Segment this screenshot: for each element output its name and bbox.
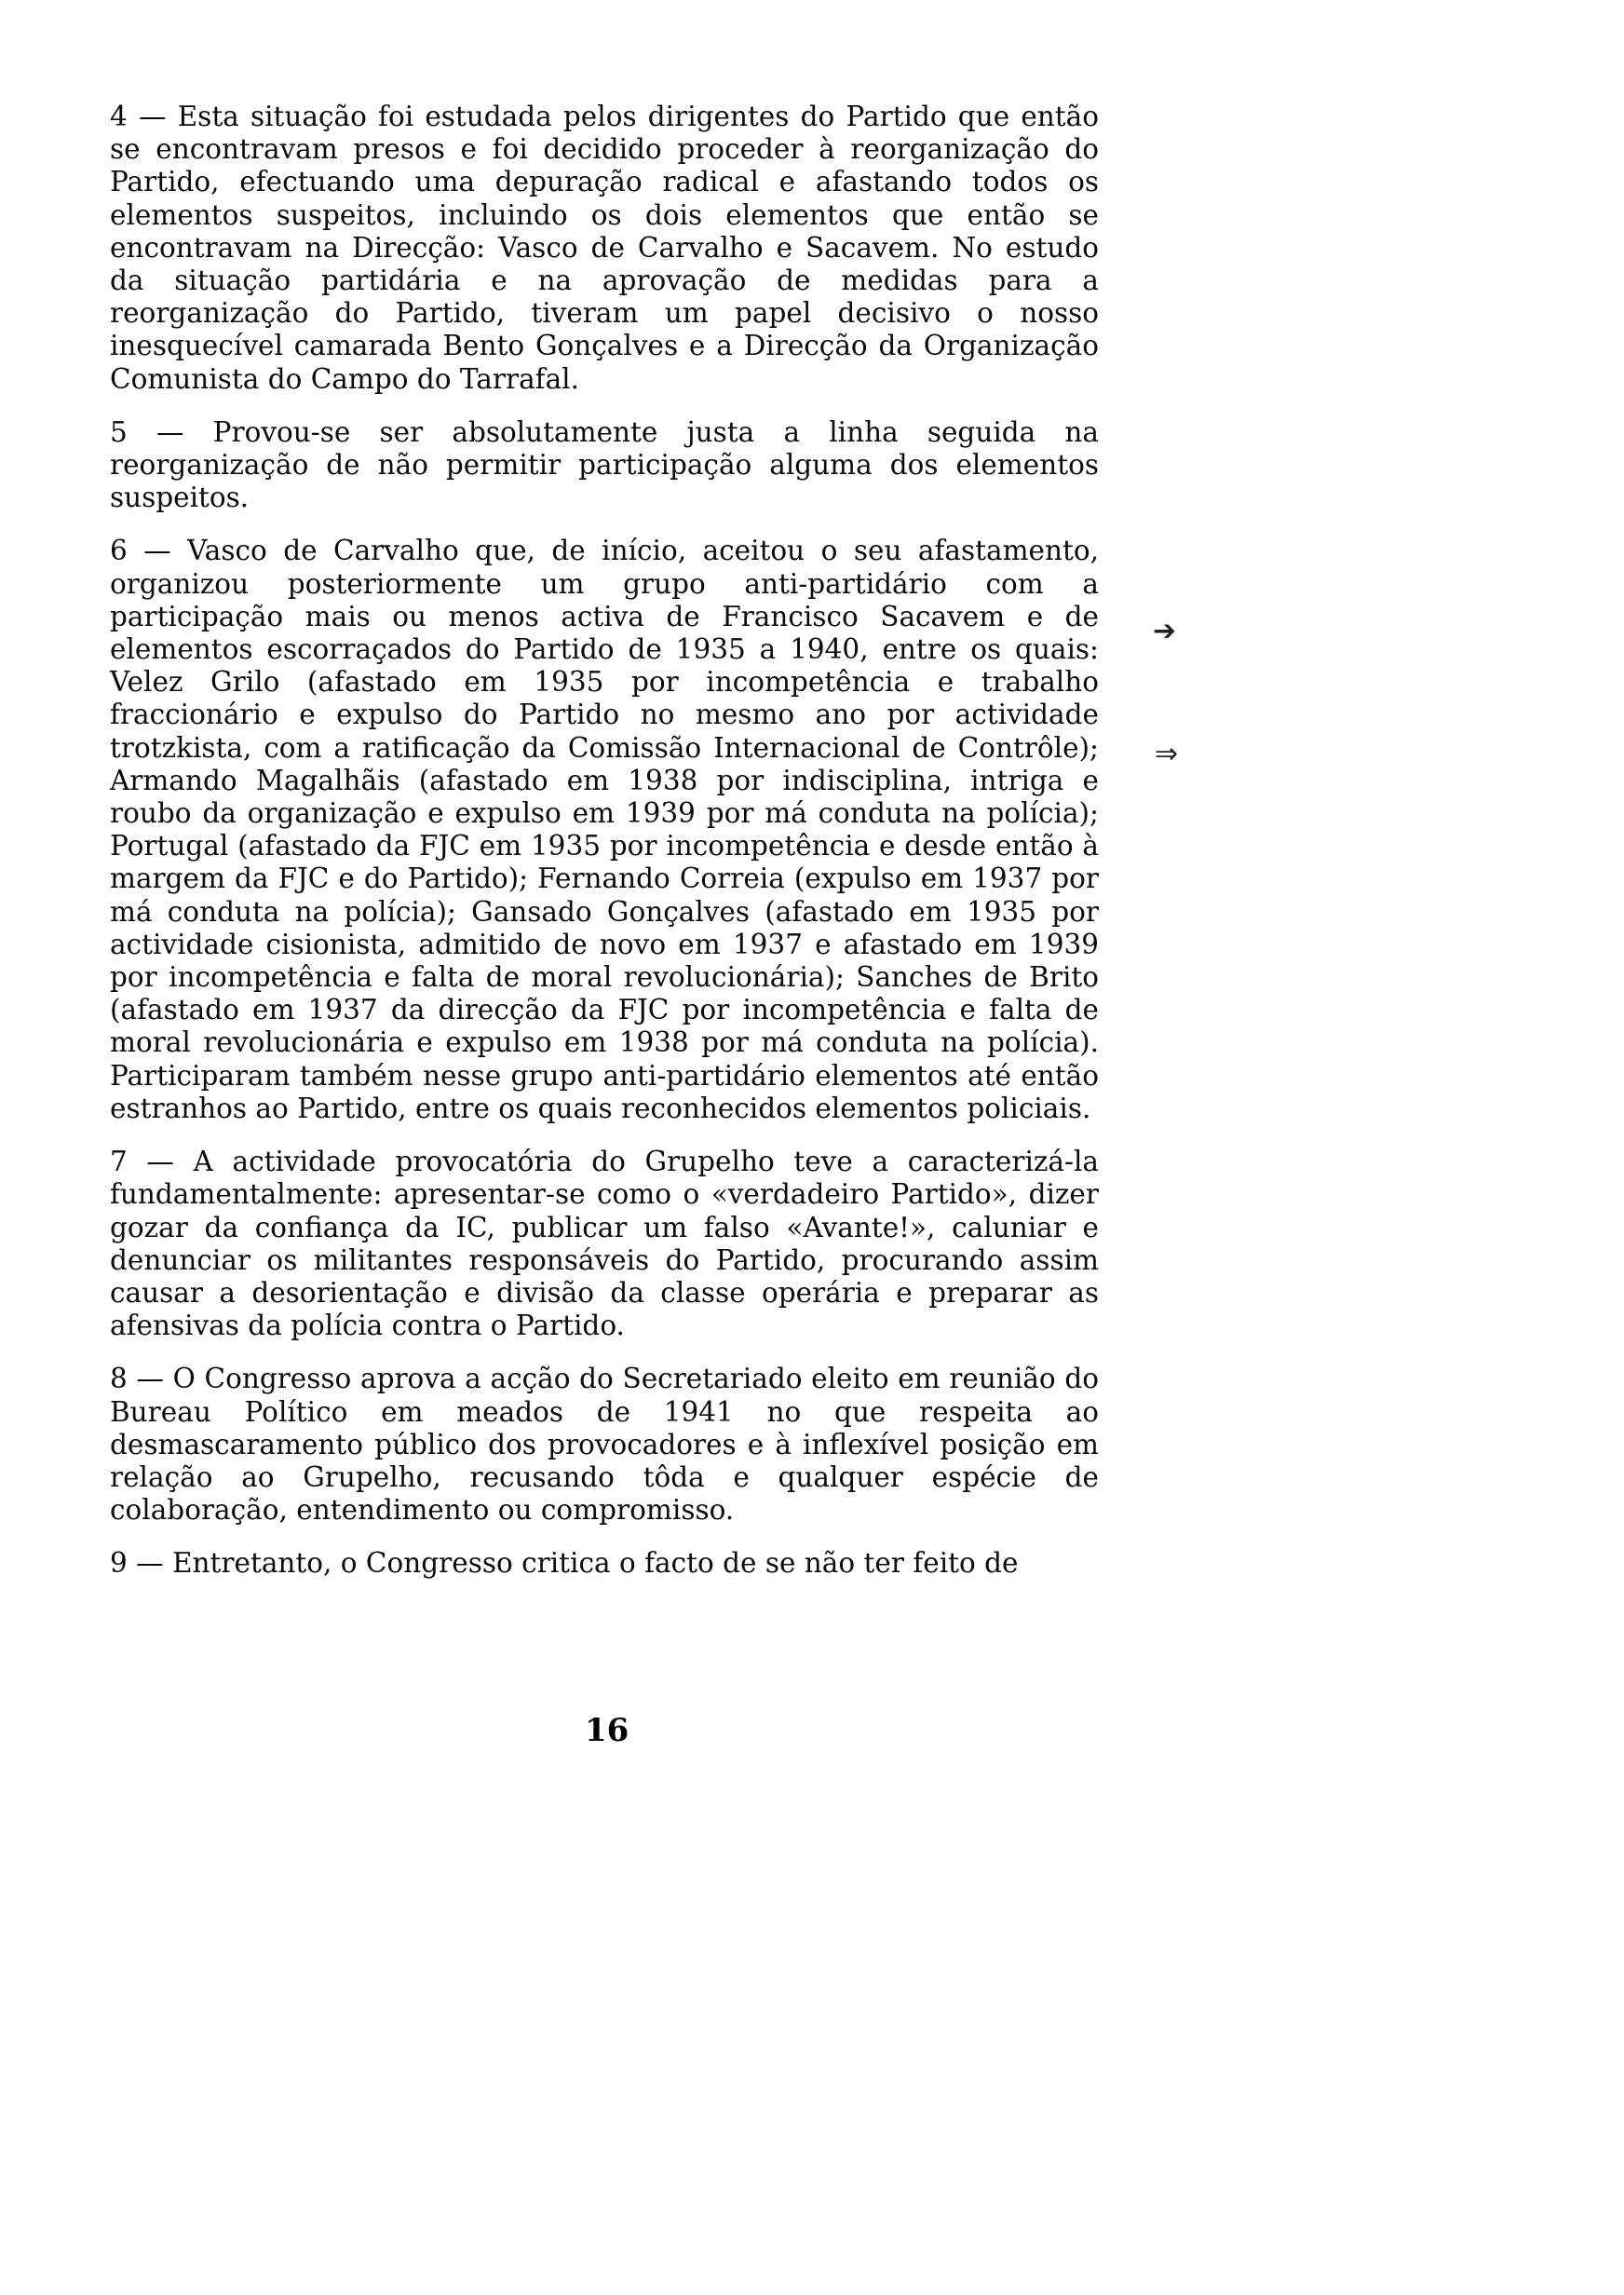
paragraph-5: 5 — Provou-se ser absolutamente justa a linha seguida na reorganização de não permitir participação alguma dos elementos suspeitos.	[110, 415, 1099, 514]
body-text	[110, 101, 1099, 1581]
margin-double-arrow-icon: ⇒	[1155, 738, 1179, 770]
paragraph-7: 7 — A actividade provocatória do Grupelho teve a caracterizá-la fundamentalmente: apresentar-se como o «verdadeiro Partido», dizer gozar da confiança da IC, publicar um falso «Avante!», caluniar e denunciar os militantes responsáveis do Partido, procurando assim causar a desorientação e divisão da classe operária e preparar as afensivas da polícia contra o Partido.	[110, 1146, 1099, 1342]
paragraph-8: 8 — O Congresso aprova a acção do Secretariado eleito em reunião do Bureau Político em meados de 1941 no que respeita ao desmascaramento público dos provocadores e à inflexível posição em relação ao Grupelho, recusando tôda e qualquer espécie de colaboração, entendimento ou compromisso.	[110, 1363, 1099, 1527]
paragraph-9: 9 — Entretanto, o Congresso critica o facto de se não ter feito de	[110, 1547, 1019, 1580]
margin-arrow-icon: ➔	[1153, 615, 1177, 647]
paragraph-6: 6 — Vasco de Carvalho que, de início, aceitou o seu afastamento, organizou posteriormente um grupo anti-partidário com a participação mais ou menos activa de Francisco Sacavem e de elementos escorraçados do Partido de 1935 a 1940, entre os quais: Velez Grilo (afastado em 1935 por incompetência e trabalho fraccionário e expulso do Partido no mesmo ano por actividade trotzkista, com a ratificação da Comissão Internacional de Contrôle); Armando Magalhãis (afastado em 1938 por indisciplina, intriga e roubo da organização e expulso em 1939 por má conduta na polícia); Portugal (afastado da FJC em 1935 por incompetência e desde então à margem da FJC e do Partido); Fernando Correia (expulso em 1937 por má conduta na polícia); Gansado Gonçalves (afastado em 1935 por actividade cisionista, admitido de novo em 1937 e afastado em 1939 por incompetência e falta de moral revolucionária); Sanches de Brito (afastado em 1937 da direcção da FJC por incompetência e falta de moral revolucionária e expulso em 1938 por má conduta na polícia). Participaram também nesse grupo anti-partidário elementos até então estranhos ao Partido, entre os quais reconhecidos elementos policiais.	[110, 535, 1099, 1124]
page-number: 16	[585, 1712, 629, 1749]
paragraph-4: 4 — Esta situação foi estudada pelos dirigentes do Partido que então se encontravam presos e foi decidido proceder à reorganização do Partido, efectuando uma depuração radical e afastando todos os elementos suspeitos, incluindo os dois elementos que então se encontravam na Direcção: Vasco de Carvalho e Sacavem. No estudo da situação partidária e na aprovação de medidas para a reorganização do Partido, tiveram um papel decisivo o nosso inesquecível camarada Bento Gonçalves e a Direcção da Organização Comunista do Campo do Tarrafal.	[110, 101, 1099, 395]
